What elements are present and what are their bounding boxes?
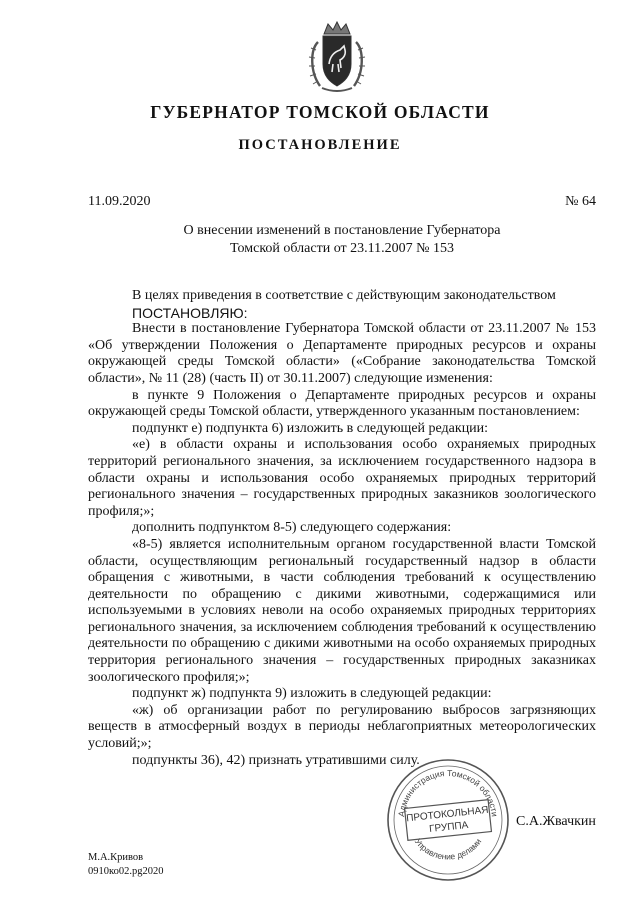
signatory-name: С.А.Жвачкин (516, 814, 596, 829)
paragraph-amend: Внести в постановление Губернатора Томской области от 23.11.2007 № 153 «Об утверждении Положения о Департаменте природных ресурсов и охраны окружающей среды Томской области» («Собрание законодательства Томской области», № 11 (28) (часть II) от 30.11.2007) следующие изменения: (88, 321, 596, 386)
paragraph-point-9: в пункте 9 Положения о Департаменте природных ресурсов и охраны окружающей среды Томской области, утвержденного указанным постановлением: (88, 387, 596, 420)
preamble: В целях приведения в соответствие с действующим законодательством (132, 288, 556, 303)
paragraph-repeal: подпункты 36), 42) признать утратившими силу. (132, 752, 420, 768)
document-body (88, 288, 596, 769)
subject-line-1: О внесении изменений в постановление Губернатора (183, 223, 501, 238)
document-number: № 64 (565, 194, 596, 209)
coat-of-arms-icon (306, 20, 368, 96)
executor-footer (88, 851, 163, 879)
official-stamp (384, 756, 512, 884)
governor-title: ГУБЕРНАТОР ТОМСКОЙ ОБЛАСТИ (150, 102, 490, 122)
paragraph-add-8-5: дополнить подпунктом 8-5) следующего содержания: (132, 520, 452, 536)
executor-name: М.А.Кривов (88, 852, 144, 863)
quote-subpoint-8-5: «8-5) является исполнительным органом государственной власти Томской области, осуществляющим региональный государственный надзор в области обращения с животными, в части соблюдения требований к осуществлению деятельности по обращению с дикими животными, содержащимися или используемыми в условиях неволи на особо охраняемых природных территориях регионального значения, за исключением соблюдения требований к осуществлению деятельности по обращению с дикими животными на особо охраняемых природных территория регионального значения – государственных природных заказниках зоологического профиля;»; (88, 536, 596, 685)
document-date: 11.09.2020 (88, 194, 151, 209)
document-type: ПОСТАНОВЛЕНИЕ (238, 137, 402, 153)
quote-subpoint-e: «е) в области охраны и использования особо охраняемых природных территорий регионального значения, за исключением государственного надзора в области охраны и использования особо охраняемых природных территорий регионального значения – государственных природных заказников зоологического профиля;»; (88, 437, 596, 519)
paragraph-subpoint-zh: подпункт ж) подпункта 9) изложить в следующей редакции: (132, 686, 492, 702)
file-code: 0910ко02.pg2020 (88, 866, 164, 877)
stamp-center-line-1: ПРОТОКОЛЬНАЯ (405, 804, 490, 825)
resolution-word: ПОСТАНОВЛЯЮ: (132, 304, 248, 321)
stamp-ring-bottom: Управление делами (412, 836, 484, 862)
quote-subpoint-zh: «ж) об организации работ по регулированию выбросов загрязняющих веществ в атмосферный воздух в периоды неблагоприятных метеорологических условий;»; (88, 702, 596, 752)
paragraph-subpoint-e: подпункт е) подпункта 6) изложить в следующей редакции: (132, 420, 489, 436)
subject-line-2: Томской области от 23.11.2007 № 153 (230, 240, 454, 256)
stamp-ring-text: Администрация Томской области (396, 767, 500, 818)
stamp-center-line-2: ГРУППА (428, 819, 469, 835)
document-subject (140, 222, 544, 257)
